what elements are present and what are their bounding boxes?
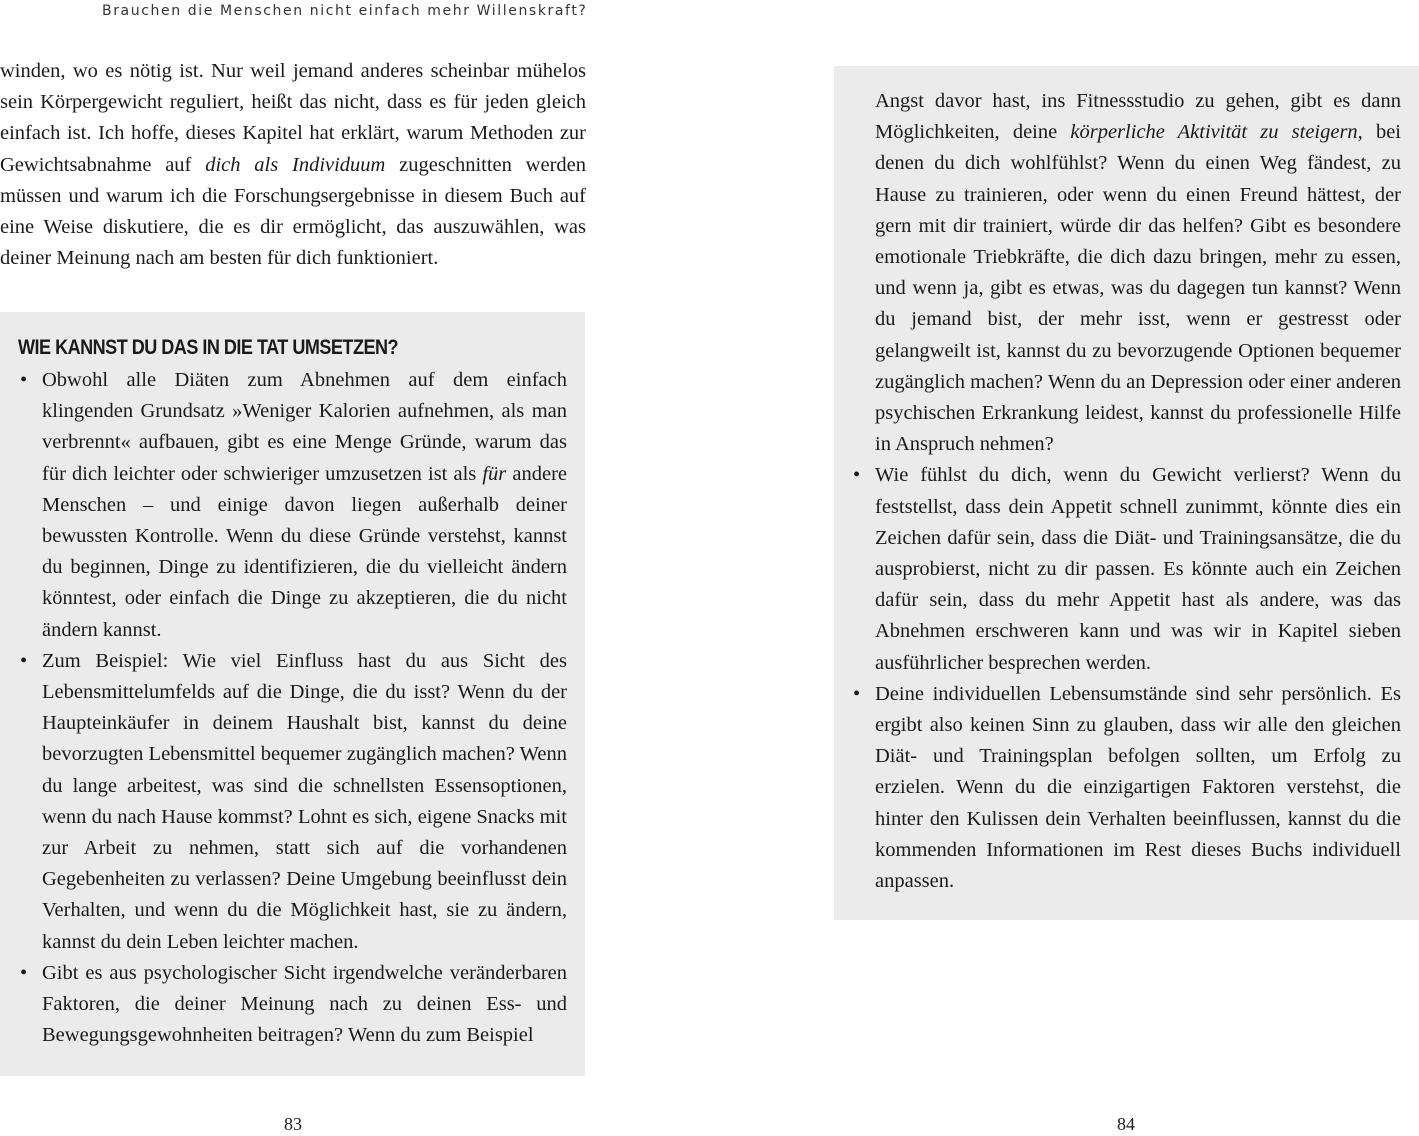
item-emphasis: für (482, 462, 507, 485)
tips-list-right (853, 86, 1402, 897)
bullet-icon: • (20, 961, 28, 984)
list-item-continuation (875, 86, 1401, 460)
running-head: Brauchen die Menschen nicht einfach mehr Willenskraft? (102, 3, 588, 19)
tips-list-left (20, 365, 567, 1051)
item-text: Wie fühlst du dich, wenn du Gewicht verlierst? Wenn du feststellst, dass dein Appetit schnell zunimmt, könnte dies ein Zeichen dafür sein, dass die Diät- und Trainingsansätze, die du ausprobierst, nicht zu dir passen. Es könnte auch ein Zeichen dafür sein, dass du mehr Appetit hast als andere, was das Abnehmen erschweren kann und was wir in Kapitel sieben ausführlicher besprechen werden. (875, 464, 1401, 674)
list-item (20, 646, 567, 958)
box-heading: WIE KANNST DU DAS IN DIE TAT UMSETZEN? (18, 336, 399, 359)
list-item (853, 460, 1401, 678)
page-number: 83 (284, 1114, 302, 1134)
item-text: Gibt es aus psychologischer Sicht irgendwelche veränderbaren Faktoren, die deiner Meinung nach zu deinen Ess- und Bewegungsgewohnheiten beitragen? Wenn du zum Beispiel (42, 961, 567, 1047)
list-item (20, 365, 567, 646)
item-text: Zum Beispiel: Wie viel Einfluss hast du aus Sicht des Lebensmittelumfelds auf die Dinge, die du isst? Wenn du der Haupteinkäufer in deinem Haushalt bist, kannst du deine bevorzugten Lebensmittel bequemer zugänglich machen? Wenn du lange arbeitest, was sind die schnellsten Essensoptionen, wenn du nach Hause kommst? Lohnt es sich, eigene Snacks mit zur Arbeit zu nehmen, statt sich auf die vorhandenen Gegebenheiten zu verlassen? Deine Umgebung beeinflusst dein Verhalten, und wenn du die Möglichkeit hast, sie zu ändern, kannst du dein Leben leichter machen. (42, 649, 567, 953)
bullet-icon: • (853, 682, 861, 705)
page-number: 84 (1117, 1114, 1135, 1134)
intro-text-2: zugeschnitten werden müssen und warum ich die Forschungsergebnisse in diesem Buch auf eine Weise diskutiere, die es dir ermöglicht, das auszuwählen, was deiner Meinung nach am besten für dich funktioniert. (0, 153, 587, 270)
list-item (853, 679, 1401, 897)
item-text: Deine individuellen Lebensumstände sind sehr persönlich. Es ergibt also keinen Sinn zu glauben, dass wir alle den gleichen Diät- und Trainingsplan befolgen sollten, um Erfolg zu erzielen. Wenn du die einzigartigen Faktoren verstehst, die hinter den Kulissen dein Verhalten beeinflussen, kannst du die kommenden Informationen im Rest dieses Buchs individuell anpassen. (875, 682, 1401, 893)
bullet-icon: • (20, 369, 28, 391)
left-page (0, 0, 586, 1136)
list-item (20, 958, 567, 1052)
item-text-1: Obwohl alle Diäten zum Abnehmen auf dem einfach klingenden Grundsatz »Weniger Kalorien aufnehmen, als man verbrennt« aufbauen, gibt es eine Menge Gründe, warum das für dich leichter oder schwieriger umzusetzen ist als (42, 369, 567, 485)
action-box-left (0, 312, 585, 1076)
action-box-right (834, 66, 1419, 920)
intro-paragraph (0, 56, 586, 274)
right-page (834, 0, 1419, 1136)
cont-emphasis: körperliche Aktivität zu steigern, (1070, 121, 1363, 144)
bullet-icon: • (853, 464, 861, 487)
bullet-icon: • (20, 649, 28, 672)
item-text-2: andere Menschen – und einige davon liegen außerhalb deiner bewussten Kontrolle. Wenn du diese Gründe verstehst, kannst du beginnen, Dinge zu identifizieren, die du vielleicht ändern könntest, oder einfach die Dinge zu akzeptieren, die du nicht ändern kannst. (42, 462, 567, 641)
cont-text-2: bei denen du dich wohlfühlst? Wenn du einen Weg fändest, zu Hause zu trainieren, oder wenn du einen Freund hättest, der gern mit dir trainiert, würde dir das helfen? Gibt es besondere emotionale Triebkräfte, die dich dazu bringen, mehr zu essen, und wenn ja, gibt es etwas, was du dagegen tun kannst? Wenn du jemand bist, der mehr isst, wenn er gestresst oder gelangweilt ist, kannst du zu bevorzugende Optionen bequemer zugänglich machen? Wenn du an Depression oder einer anderen psychischen Erkrankung leidest, kannst du professionelle Hilfe in Anspruch nehmen? (875, 121, 1402, 456)
intro-emphasis: dich als Individuum (205, 153, 386, 176)
intro-text-1: winden, wo es nötig ist. Nur weil jemand anderes scheinbar mühelos sein Körpergewicht reguliert, heißt das nicht, dass es für jeden gleich einfach ist. Ich hoffe, dieses Kapitel hat erklärt, warum Methoden zur Gewichtsabnahme auf (0, 60, 586, 176)
cont-text-1: Angst davor hast, ins Fitnessstudio zu gehen, gibt es dann Möglichkeiten, deine (875, 90, 1401, 144)
